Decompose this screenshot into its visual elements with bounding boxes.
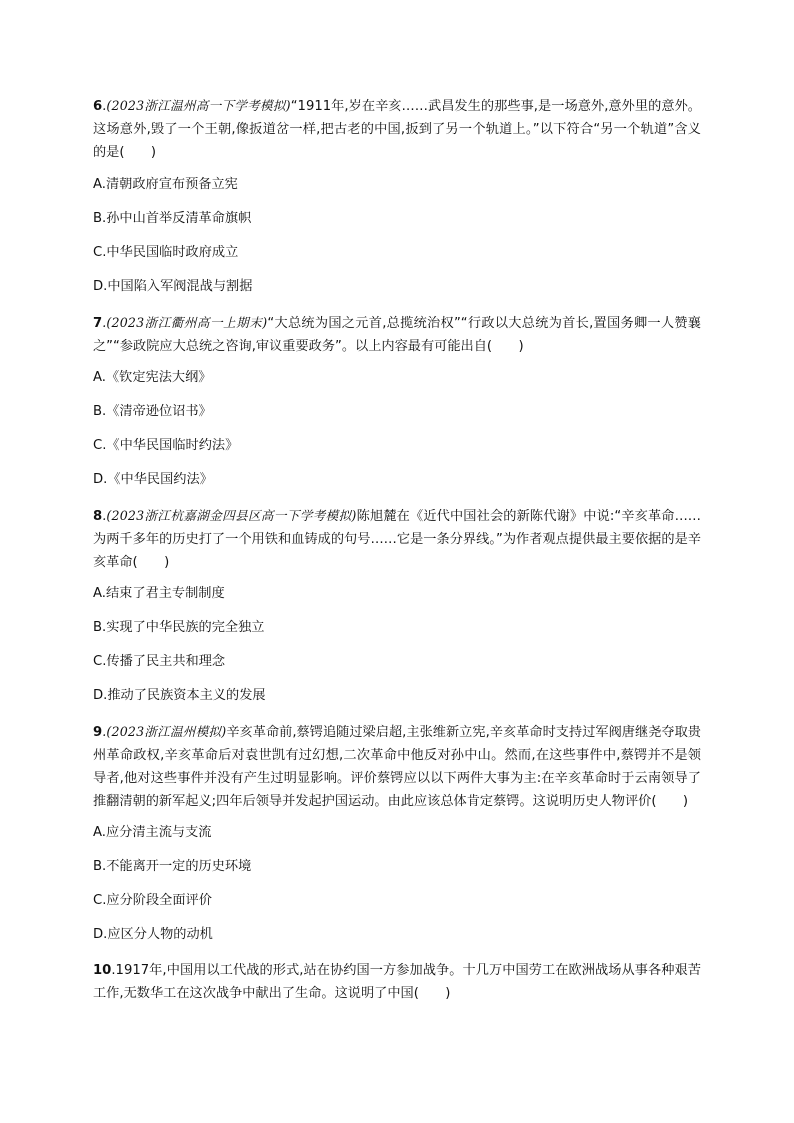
question-number: 7 — [93, 316, 103, 331]
option-c[interactable]: C.中华民国临时政府成立 — [93, 245, 239, 260]
question-7 — [93, 311, 701, 490]
option-b[interactable]: B.不能离开一定的历史环境 — [93, 859, 252, 874]
question-text: 陈旭麓在《近代中国社会的新陈代谢》中说:“辛亥革命……为两千多年的历史打了一个用铁和血铸成的句号……它是一条分界线。”为作者观点提供最主要依据的是辛亥革命( ) — [93, 509, 701, 570]
option-c[interactable]: C.应分阶段全面评价 — [93, 893, 212, 908]
question-6 — [93, 94, 701, 297]
question-number: 8 — [93, 509, 103, 524]
question-text: .1917年,中国用以工代战的形式,站在协约国一方参加战争。十几万中国劳工在欧洲战场从事各种艰苦工作,无数华工在这次战争中献出了生命。这说明了中国( ) — [93, 963, 701, 1001]
option-c[interactable]: C.传播了民主共和理念 — [93, 654, 226, 669]
option-d[interactable]: D.推动了民族资本主义的发展 — [93, 688, 266, 703]
option-a[interactable]: A.应分清主流与支流 — [93, 825, 212, 840]
question-source: .(2023浙江杭嘉湖金四县区高一下学考模拟) — [102, 508, 357, 523]
question-source: .(2023浙江衢州高一上期末) — [102, 315, 268, 330]
question-9 — [93, 720, 701, 945]
option-d[interactable]: D.中国陷入军阀混战与割据 — [93, 279, 253, 294]
option-a[interactable]: A.清朝政府宣布预备立宪 — [93, 177, 238, 192]
question-stem — [93, 504, 701, 574]
option-b[interactable]: B.实现了中华民族的完全独立 — [93, 620, 265, 635]
option-d[interactable]: D.《中华民国约法》 — [93, 472, 213, 487]
question-text: 辛亥革命前,蔡锷追随过梁启超,主张维新立宪,辛亥革命时支持过军阀唐继尧夺取贵州革命政权,辛亥革命后对袁世凯有过幻想,二次革命中他反对孙中山。然而,在这些事件中,蔡锷并不是领导者,他对这些事件并没有产生过明显影响。评价蔡锷应以以下两件大事为主:在辛亥革命时于云南领导了推翻清朝的新军起义;四年后领导并发起护国运动。由此应该总体肯定蔡锷。这说明历史人物评价( ) — [93, 725, 701, 809]
exam-page-content — [93, 94, 701, 1015]
option-a[interactable]: A.《钦定宪法大纲》 — [93, 370, 212, 385]
option-c[interactable]: C.《中华民国临时约法》 — [93, 438, 239, 453]
question-stem — [93, 311, 701, 358]
question-number: 10 — [93, 963, 112, 978]
question-source: .(2023浙江温州模拟) — [102, 724, 227, 739]
question-source: .(2023浙江温州高一下学考模拟) — [102, 98, 291, 113]
question-stem — [93, 959, 701, 1005]
option-b[interactable]: B.《清帝逊位诏书》 — [93, 404, 212, 419]
option-b[interactable]: B.孙中山首举反清革命旗帜 — [93, 211, 252, 226]
question-text: “大总统为国之元首,总揽统治权”“行政以大总统为首长,置国务卿一人赞襄之”“参政院应大总统之咨询,审议重要政务”。以上内容最有可能出自( ) — [93, 316, 701, 354]
question-number: 6 — [93, 99, 103, 114]
question-stem — [93, 94, 701, 164]
question-text: “1911年,岁在辛亥……武昌发生的那些事,是一场意外,意外里的意外。这场意外,毁了一个王朝,像扳道岔一样,把古老的中国,扳到了另一个轨道上。”以下符合“另一个轨道”含义的是( ) — [93, 99, 701, 160]
question-8 — [93, 504, 701, 706]
question-number: 9 — [93, 725, 103, 740]
question-10 — [93, 959, 701, 1005]
option-a[interactable]: A.结束了君主专制制度 — [93, 586, 225, 601]
question-stem — [93, 720, 701, 813]
option-d[interactable]: D.应区分人物的动机 — [93, 927, 213, 942]
